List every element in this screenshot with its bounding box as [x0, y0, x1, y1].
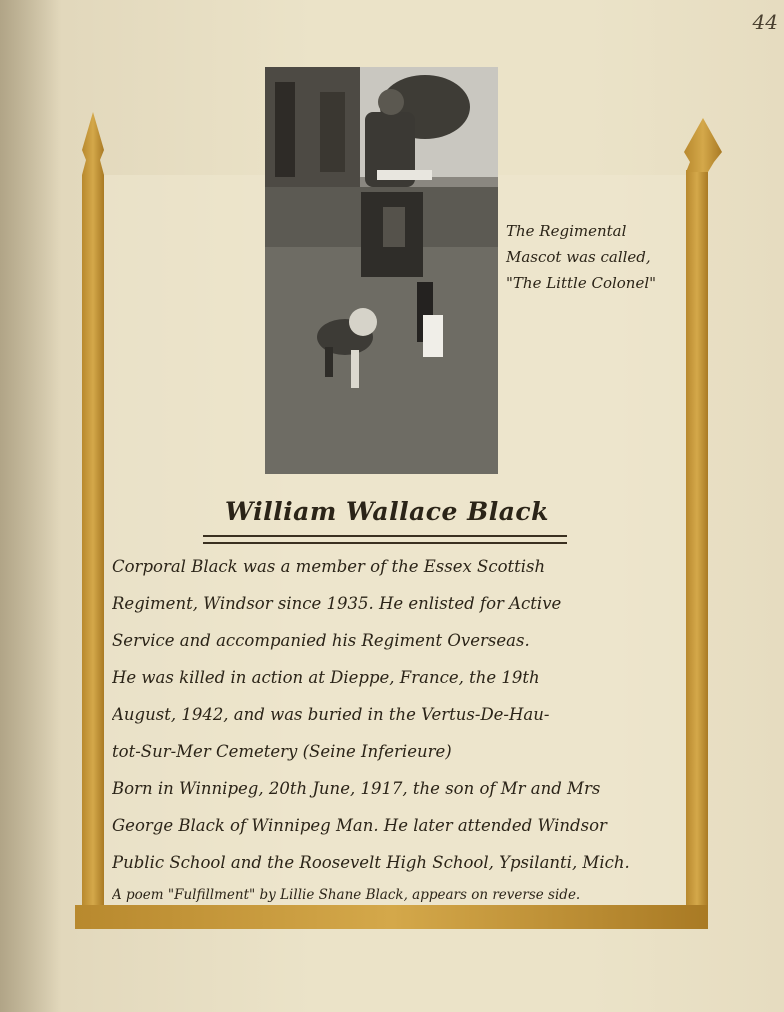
- soldier-photo: [265, 67, 498, 474]
- body-line: Public School and the Roosevelt High School, Ypsilanti, Mich.: [112, 853, 630, 872]
- memorial-body: [112, 548, 686, 909]
- photo-caption: [506, 218, 686, 296]
- body-line: Born in Winnipeg, 20th June, 1917, the son of Mr and Mrs: [112, 779, 601, 798]
- memorial-title: William Wallace Black: [225, 497, 549, 526]
- frame-right-bar: [686, 170, 708, 920]
- caption-line: The Regimental: [506, 222, 627, 240]
- body-line: Corporal Black was a member of the Essex Scottish: [112, 557, 546, 576]
- title-underline: [203, 535, 567, 544]
- body-line: August, 1942, and was buried in the Vertus-De-Hau-: [112, 705, 550, 724]
- photo-image: [265, 67, 498, 474]
- body-line: George Black of Winnipeg Man. He later attended Windsor: [112, 816, 607, 835]
- footnote-line: A poem "Fulfillment" by Lillie Shane Black, appears on reverse side.: [112, 887, 581, 903]
- frame-left-bar: [82, 175, 104, 920]
- frame-right-finial: [684, 118, 722, 172]
- body-line: tot-Sur-Mer Cemetery (Seine Inferieure): [112, 742, 452, 761]
- body-line: Regiment, Windsor since 1935. He enlisted for Active: [112, 594, 562, 613]
- caption-line: Mascot was called,: [506, 248, 651, 266]
- caption-line: "The Little Colonel": [506, 274, 657, 292]
- body-line: Service and accompanied his Regiment Overseas.: [112, 631, 530, 650]
- body-line: He was killed in action at Dieppe, France, the 19th: [112, 668, 540, 687]
- frame-left-finial: [82, 112, 104, 175]
- page-number: 44: [752, 10, 778, 34]
